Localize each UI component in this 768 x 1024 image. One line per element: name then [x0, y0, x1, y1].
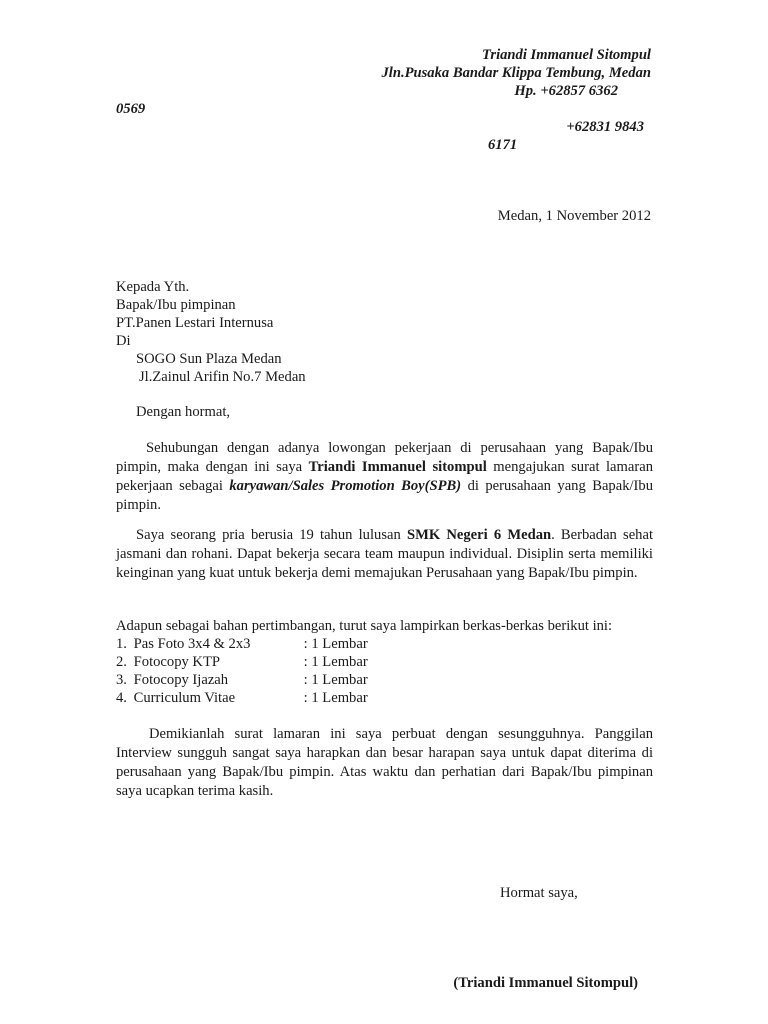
recipient-line-2: Bapak/Ibu pimpinan — [116, 297, 236, 313]
attachments-intro: Adapun sebagai bahan pertimbangan, turut saya lampirkan berkas-berkas berikut ini: — [116, 618, 613, 634]
para2-text-1: Saya seorang pria berusia 19 tahun lulusan — [136, 527, 407, 543]
signoff: Hormat saya, — [500, 885, 578, 901]
attachment-name: Fotocopy Ijazah — [133, 672, 229, 688]
attachment-number: 2. — [116, 654, 127, 670]
para1-text-1: Sehubungan dengan adanya lowongan pekerjaan di perusahaan yang Bapak/Ibu pimpin, maka dengan ini saya — [116, 440, 653, 475]
para2-text-2: . Berbadan sehat jasmani dan rohani. Dapat bekerja secara team maupun individual. Disiplin serta memiliki keinginan yang kuat untuk bekerja demi memajukan Perusahaan yang Bapak/Ibu pimpin. — [116, 527, 653, 581]
sender-address: Jln.Pusaka Bandar Klippa Tembung, Medan — [381, 65, 651, 81]
para2-school: SMK Negeri 6 Medan — [406, 527, 552, 543]
attachment-item — [116, 636, 368, 653]
sender-phone2: +62831 9843 — [566, 119, 644, 135]
sender-phone1: Hp. +62857 6362 — [514, 83, 618, 99]
recipient-line-6: Jl.Zainul Arifin No.7 Medan — [139, 369, 306, 385]
paragraph-profile — [116, 526, 653, 583]
sender-phone1-cont: 0569 — [116, 101, 146, 117]
para1-text-2: mengajukan surat lamaran pekerjaan sebagai — [116, 459, 654, 494]
attachment-number: 3. — [116, 672, 127, 688]
recipient-line-1: Kepada Yth. — [116, 279, 190, 295]
attachment-name: Pas Foto 3x4 & 2x3 — [133, 636, 251, 652]
attachment-number: 4. — [116, 690, 127, 706]
sender-name: Triandi Immanuel Sitompul — [482, 47, 651, 63]
recipient-line-5: SOGO Sun Plaza Medan — [136, 351, 282, 367]
recipient-line-4: Di — [116, 333, 131, 349]
paragraph-closing — [116, 725, 653, 801]
attachment-item — [116, 672, 368, 689]
signature-name: (Triandi Immanuel Sitompul) — [453, 975, 638, 991]
attachment-qty: : 1 Lembar — [303, 636, 368, 652]
closing-text: Demikianlah surat lamaran ini saya perbuat dengan sesungguhnya. Panggilan Interview sungguh sangat saya harapkan dan besar harapan saya untuk dapat diterima di perusahaan yang Bapak/Ibu pimpin. Atas waktu dan perhatian dari Bapak/Ibu pimpinan saya ucapkan terima kasih. — [116, 726, 653, 799]
para1-position: karyawan/Sales Promotion Boy(SPB) — [229, 478, 462, 494]
paragraph-intro — [116, 439, 653, 515]
attachment-name: Fotocopy KTP — [133, 654, 221, 670]
recipient-line-3: PT.Panen Lestari Internusa — [116, 315, 274, 331]
attachment-qty: : 1 Lembar — [303, 672, 368, 688]
attachment-qty: : 1 Lembar — [303, 690, 368, 706]
attachment-number: 1. — [116, 636, 127, 652]
letter-date: Medan, 1 November 2012 — [497, 208, 651, 224]
attachment-name: Curriculum Vitae — [133, 690, 236, 706]
greeting: Dengan hormat, — [136, 404, 231, 420]
attachment-item — [116, 654, 368, 671]
sender-phone2-cont: 6171 — [488, 137, 518, 153]
attachment-qty: : 1 Lembar — [303, 654, 368, 670]
para1-applicant-name: Triandi Immanuel sitompul — [308, 459, 487, 475]
para1-text-3: di perusahaan yang Bapak/Ibu pimpin. — [116, 478, 653, 513]
attachment-item — [116, 690, 368, 707]
